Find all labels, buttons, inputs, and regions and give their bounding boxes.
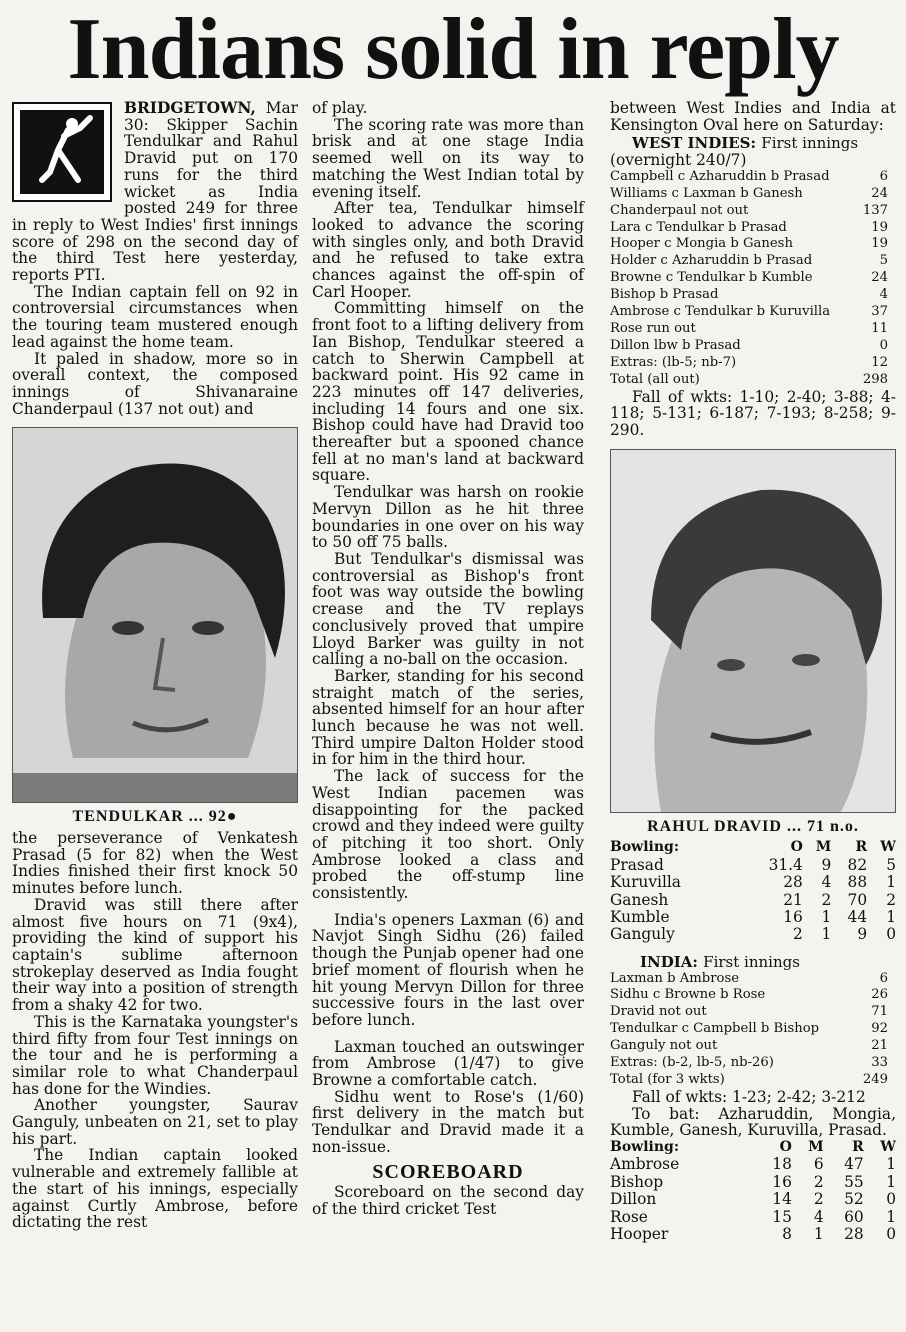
batsman-entry: Total (for 3 wkts) <box>610 1071 725 1087</box>
bowler-name: Ganguly <box>610 925 675 944</box>
article-paragraph: Sidhu went to Rose's (1/60) first delivery in the match but Tendulkar and Dravid made it a non-issue. <box>312 1087 584 1156</box>
dravid-photo <box>610 449 896 813</box>
batting-row <box>610 971 896 988</box>
bowling-row <box>610 1174 896 1191</box>
scoreboard-intro: between West Indies and India at Kensington Oval here on Saturday: <box>610 99 896 134</box>
bowler-overs: 21 <box>783 890 803 909</box>
bowler-runs: 44 <box>847 908 868 927</box>
scoreboard-title: SCOREBOARD <box>372 1160 524 1183</box>
india-batting-table <box>610 971 896 1089</box>
batting-row <box>610 169 896 186</box>
bowler-maidens: 4 <box>821 873 832 892</box>
bowling-header-row <box>610 1139 896 1156</box>
bowling-row <box>610 909 896 926</box>
batsman-entry: Total (all out) <box>610 371 700 387</box>
portrait-image <box>611 450 896 812</box>
overs-header: O <box>790 839 803 856</box>
batting-row <box>610 203 896 220</box>
wi-fall-of-wickets: Fall of wkts: 1-10; 2-40; 3-88; 4-118; 5-131; 6-187; 7-193; 8-258; 9-290. <box>610 387 896 439</box>
batsman-entry: Chanderpaul not out <box>610 202 749 218</box>
bowler-maidens: 2 <box>813 1190 824 1209</box>
batsman-entry: Bishop b Prasad <box>610 287 719 303</box>
bowler-runs: 88 <box>847 873 868 892</box>
bowler-name: Kumble <box>610 908 670 927</box>
article-paragraph: Dravid was still there after almost five hours on 71 (9x4), providing the kind of support his captain's sublime afternoon strokeplay deserved as India fought their way into a position of strength from a shaky 42 for two. <box>12 895 298 1015</box>
bowler-wickets: 5 <box>886 855 896 874</box>
bowler-overs: 31.4 <box>768 855 803 874</box>
india-fall-of-wickets: Fall of wkts: 1-23; 2-42; 3-212 <box>632 1087 866 1106</box>
article-paragraph: The Indian captain fell on 92 in controversial circumstances when the touring team mustered enough lead against the home team. <box>12 282 298 351</box>
batting-row <box>610 1038 896 1055</box>
bowler-maidens: 1 <box>821 925 832 944</box>
bowler-runs: 52 <box>844 1190 864 1209</box>
batting-row <box>610 253 896 270</box>
batsman-entry: Campbell c Azharuddin b Prasad <box>610 168 830 184</box>
india-innings-heading <box>610 954 896 971</box>
batsman-runs: 24 <box>871 270 888 286</box>
batsman-runs: 92 <box>871 1021 888 1037</box>
article-paragraph: of play. <box>312 99 368 117</box>
batsman-entry: Browne c Tendulkar b Kumble <box>610 270 813 286</box>
bowler-runs: 82 <box>847 855 868 874</box>
batsman-runs: 37 <box>871 304 888 320</box>
article-paragraph: Another youngster, Saurav Ganguly, unbeaten on 21, set to play his part. <box>12 1096 298 1148</box>
article-paragraph: Committing himself on the front foot to a lifting delivery from Ian Bishop, Tendulkar steered a catch to Sherwin Campbell at backward point. His 92 came in 223 minutes off 147 deliveries, including 14 fours and one six. Bishop could have had Dravid too thereafter but a spooned chance fell at no man's land at backward square. <box>312 299 584 485</box>
article-paragraph: This is the Karnataka youngster's third fifty from four Test innings on the tour and he is performing a similar role to what Chanderpaul has done for the Windies. <box>12 1012 298 1098</box>
article-paragraph: Scoreboard on the second day of the third cricket Test <box>312 1183 584 1218</box>
bowler-overs: 8 <box>782 1225 792 1244</box>
article-paragraph: The lack of success for the West Indian pacemen was disappointing for the packed crowd and they indeed were guilty of pitching it too short. Only Ambrose looked a class and probed the off-stump line consistently. <box>312 767 584 903</box>
bowler-overs: 14 <box>772 1190 792 1209</box>
batsman-runs: 249 <box>862 1071 888 1087</box>
sport-logo <box>12 102 112 202</box>
article-paragraph: Tendulkar was harsh on rookie Mervyn Dillon as he hit three boundaries in one over on his way to 50 off 75 balls. <box>312 483 584 552</box>
bowler-name: Rose <box>610 1207 648 1226</box>
batsman-runs: 12 <box>871 354 888 370</box>
batsman-runs: 19 <box>871 236 888 252</box>
bowler-name: Ganesh <box>610 890 669 909</box>
batsman-entry: Dravid not out <box>610 1004 707 1020</box>
batsman-runs: 4 <box>879 287 888 303</box>
batting-row <box>610 1055 896 1072</box>
bowling-label: Bowling: <box>610 839 679 856</box>
batting-row <box>610 220 896 237</box>
bowler-wickets: 0 <box>886 925 896 944</box>
batsman-runs: 21 <box>871 1038 888 1054</box>
wi-innings-heading <box>610 135 896 152</box>
wi-innings-label: First innings <box>761 134 859 153</box>
portrait-image <box>13 428 298 802</box>
batsman-entry: Extras: (lb-5; nb-7) <box>610 354 737 370</box>
bowler-runs: 70 <box>847 890 868 909</box>
batting-row <box>610 1072 896 1089</box>
tendulkar-photo <box>12 427 298 803</box>
batsman-entry: Lara c Tendulkar b Prasad <box>610 219 787 235</box>
wi-overnight: (overnight 240/7) <box>610 151 747 170</box>
india-bowling-table <box>610 839 896 943</box>
overs-header: O <box>779 1139 792 1155</box>
bowler-wickets: 1 <box>886 1155 896 1174</box>
bowler-name: Kuruvilla <box>610 873 681 892</box>
bowler-overs: 2 <box>793 925 803 944</box>
bowling-row <box>610 1156 896 1173</box>
batting-row <box>610 1021 896 1038</box>
batsman-runs: 298 <box>862 371 888 387</box>
headline: Indians solid in reply <box>67 1 839 98</box>
batsman-entry: Ganguly not out <box>610 1038 718 1054</box>
bowler-overs: 28 <box>783 873 803 892</box>
batting-row <box>610 987 896 1004</box>
batsman-entry: Laxman b Ambrose <box>610 970 740 986</box>
bowler-name: Prasad <box>610 855 664 874</box>
bowler-wickets: 2 <box>886 890 896 909</box>
batsman-runs: 11 <box>871 320 888 336</box>
bowler-wickets: 0 <box>886 1225 896 1244</box>
bowler-name: Ambrose <box>610 1155 680 1174</box>
article-column-2 <box>312 100 584 1332</box>
batsman-entry: Holder c Azharuddin b Prasad <box>610 253 813 269</box>
runs-header: R <box>855 839 868 856</box>
batting-row <box>610 372 896 389</box>
article-paragraph: Laxman touched an outswinger from Ambrose (1/47) to give Browne a comfortable catch. <box>312 1037 584 1090</box>
article-paragraph: the perseverance of Venkatesh Prasad (5 for 82) when the West Indies finished their first knock 50 minutes before lunch. <box>12 829 298 898</box>
bowling-label: Bowling: <box>610 1139 679 1155</box>
bowler-wickets: 1 <box>886 908 896 927</box>
bowling-header-row <box>610 839 896 856</box>
batsman-entry: Hooper c Mongia b Ganesh <box>610 236 793 252</box>
bowler-overs: 16 <box>783 908 803 927</box>
bowler-runs: 60 <box>844 1207 864 1226</box>
batsman-entry: Williams c Laxman b Ganesh <box>610 185 803 201</box>
bowler-maidens: 1 <box>821 908 832 927</box>
batting-row <box>610 1004 896 1021</box>
maidens-header: M <box>815 839 832 856</box>
wickets-header: W <box>880 839 896 856</box>
batsman-runs: 0 <box>879 337 888 353</box>
runs-header: R <box>852 1139 864 1155</box>
bowling-row <box>610 926 896 943</box>
article-paragraph: After tea, Tendulkar himself looked to advance the scoring with singles only, and both Dravid and he refused to take extra chances against the off-spin of Carl Hooper. <box>312 199 584 301</box>
batsman-runs: 6 <box>879 970 888 986</box>
wi-batting-table <box>610 169 896 389</box>
batting-row <box>610 186 896 203</box>
batting-row <box>610 321 896 338</box>
batsman-runs: 19 <box>871 219 888 235</box>
batsman-entry: Dillon lbw b Prasad <box>610 337 741 353</box>
article-paragraph: Mar 30: Skipper Sachin Tendulkar and Rahul Dravid put on 170 runs for the third wicket as India posted 249 for three in reply to West Indies' first innings score of 298 on the second day of the third Test here yesterday, reports PTI. <box>12 99 298 285</box>
bowler-maidens: 2 <box>821 890 832 909</box>
bowler-overs: 18 <box>772 1155 792 1174</box>
wi-innings-team: WEST INDIES: <box>632 134 757 153</box>
bowling-row <box>610 1209 896 1226</box>
batting-row <box>610 304 896 321</box>
batsman-entry: Ambrose c Tendulkar b Kuruvilla <box>610 304 831 320</box>
bowling-row <box>610 857 896 874</box>
batsman-runs: 5 <box>879 253 888 269</box>
batting-row <box>610 338 896 355</box>
batting-row <box>610 355 896 372</box>
dateline: BRIDGETOWN, <box>124 99 256 117</box>
bowler-maidens: 9 <box>821 855 832 874</box>
maidens-header: M <box>808 1139 824 1155</box>
bowling-row <box>610 1191 896 1208</box>
batsman-icon <box>20 110 100 190</box>
bowler-maidens: 4 <box>813 1207 824 1226</box>
batsman-entry: Extras: (b-2, lb-5, nb-26) <box>610 1055 774 1071</box>
batsman-runs: 6 <box>879 168 888 184</box>
batting-row <box>610 236 896 253</box>
article-paragraph: Barker, standing for his second straight match of the series, absented himself for an hour after lunch because he was not well. Third umpire Dalton Holder stood in for him in the third hour. <box>312 666 584 769</box>
bowler-overs: 16 <box>772 1172 792 1191</box>
bowler-maidens: 2 <box>813 1172 824 1191</box>
article-paragraph: It paled in shadow, more so in overall context, the composed innings of Shivanaraine Chanderpaul (137 not out) and <box>12 349 298 418</box>
to-bat: To bat: Azharuddin, Mongia, Kumble, Ganesh, Kuruvilla, Prasad. <box>610 1104 896 1140</box>
bowler-maidens: 1 <box>813 1225 824 1244</box>
batting-row <box>610 270 896 287</box>
batsman-entry: Tendulkar c Campbell b Bishop <box>610 1021 820 1037</box>
bowling-row <box>610 892 896 909</box>
article-column-1 <box>12 100 298 1332</box>
bowling-row <box>610 874 896 891</box>
tendulkar-caption: TENDULKAR ... 92● <box>72 808 238 826</box>
batsman-runs: 137 <box>862 202 888 218</box>
bowler-wickets: 1 <box>886 1207 896 1226</box>
batting-row <box>610 287 896 304</box>
dravid-caption: RAHUL DRAVID ... 71 n.o. <box>647 817 859 835</box>
bowler-runs: 28 <box>844 1225 864 1244</box>
bowling-row <box>610 1226 896 1243</box>
bowler-runs: 47 <box>844 1155 864 1174</box>
bowler-wickets: 1 <box>886 873 896 892</box>
batsman-runs: 24 <box>871 185 888 201</box>
wickets-header: W <box>880 1139 896 1155</box>
batsman-runs: 26 <box>871 987 888 1003</box>
india-innings-team: INDIA: <box>640 952 698 971</box>
bowler-wickets: 1 <box>886 1172 896 1191</box>
article-paragraph: The scoring rate was more than brisk and at one stage India seemed well on its way to matching the West Indian total by evening itself. <box>312 115 584 201</box>
article-paragraph: India's openers Laxman (6) and Navjot Singh Sidhu (26) failed though the Punjab opener had one brief moment of flourish when he hit young Mervyn Dillon for three successive fours in the last over before lunch. <box>312 910 584 1029</box>
bowler-overs: 15 <box>772 1207 792 1226</box>
article-paragraph: But Tendulkar's dismissal was controversial as Bishop's front foot was way outside the bowling crease and the TV replays conclusively proved that umpire Lloyd Barker was guilty in not calling a no-ball on the occasion. <box>312 549 584 669</box>
wi-bowling-table <box>610 1139 896 1243</box>
bowler-runs: 9 <box>857 925 868 944</box>
bowler-name: Hooper <box>610 1225 669 1244</box>
india-innings-label: First innings <box>703 952 800 971</box>
batsman-runs: 33 <box>871 1055 888 1071</box>
scoreboard-column <box>610 100 896 1332</box>
article-paragraph: The Indian captain looked vulnerable and extremely fallible at the start of his innings, especially against Curtly Ambrose, before dictating the rest <box>12 1146 298 1232</box>
bowler-wickets: 0 <box>886 1190 896 1209</box>
batsman-runs: 71 <box>871 1004 888 1020</box>
bowler-runs: 55 <box>844 1172 864 1191</box>
bowler-maidens: 6 <box>813 1155 824 1174</box>
batsman-entry: Sidhu c Browne b Rose <box>610 987 766 1003</box>
bowler-name: Bishop <box>610 1172 664 1191</box>
batsman-entry: Rose run out <box>610 320 696 336</box>
bowler-name: Dillon <box>610 1190 657 1209</box>
